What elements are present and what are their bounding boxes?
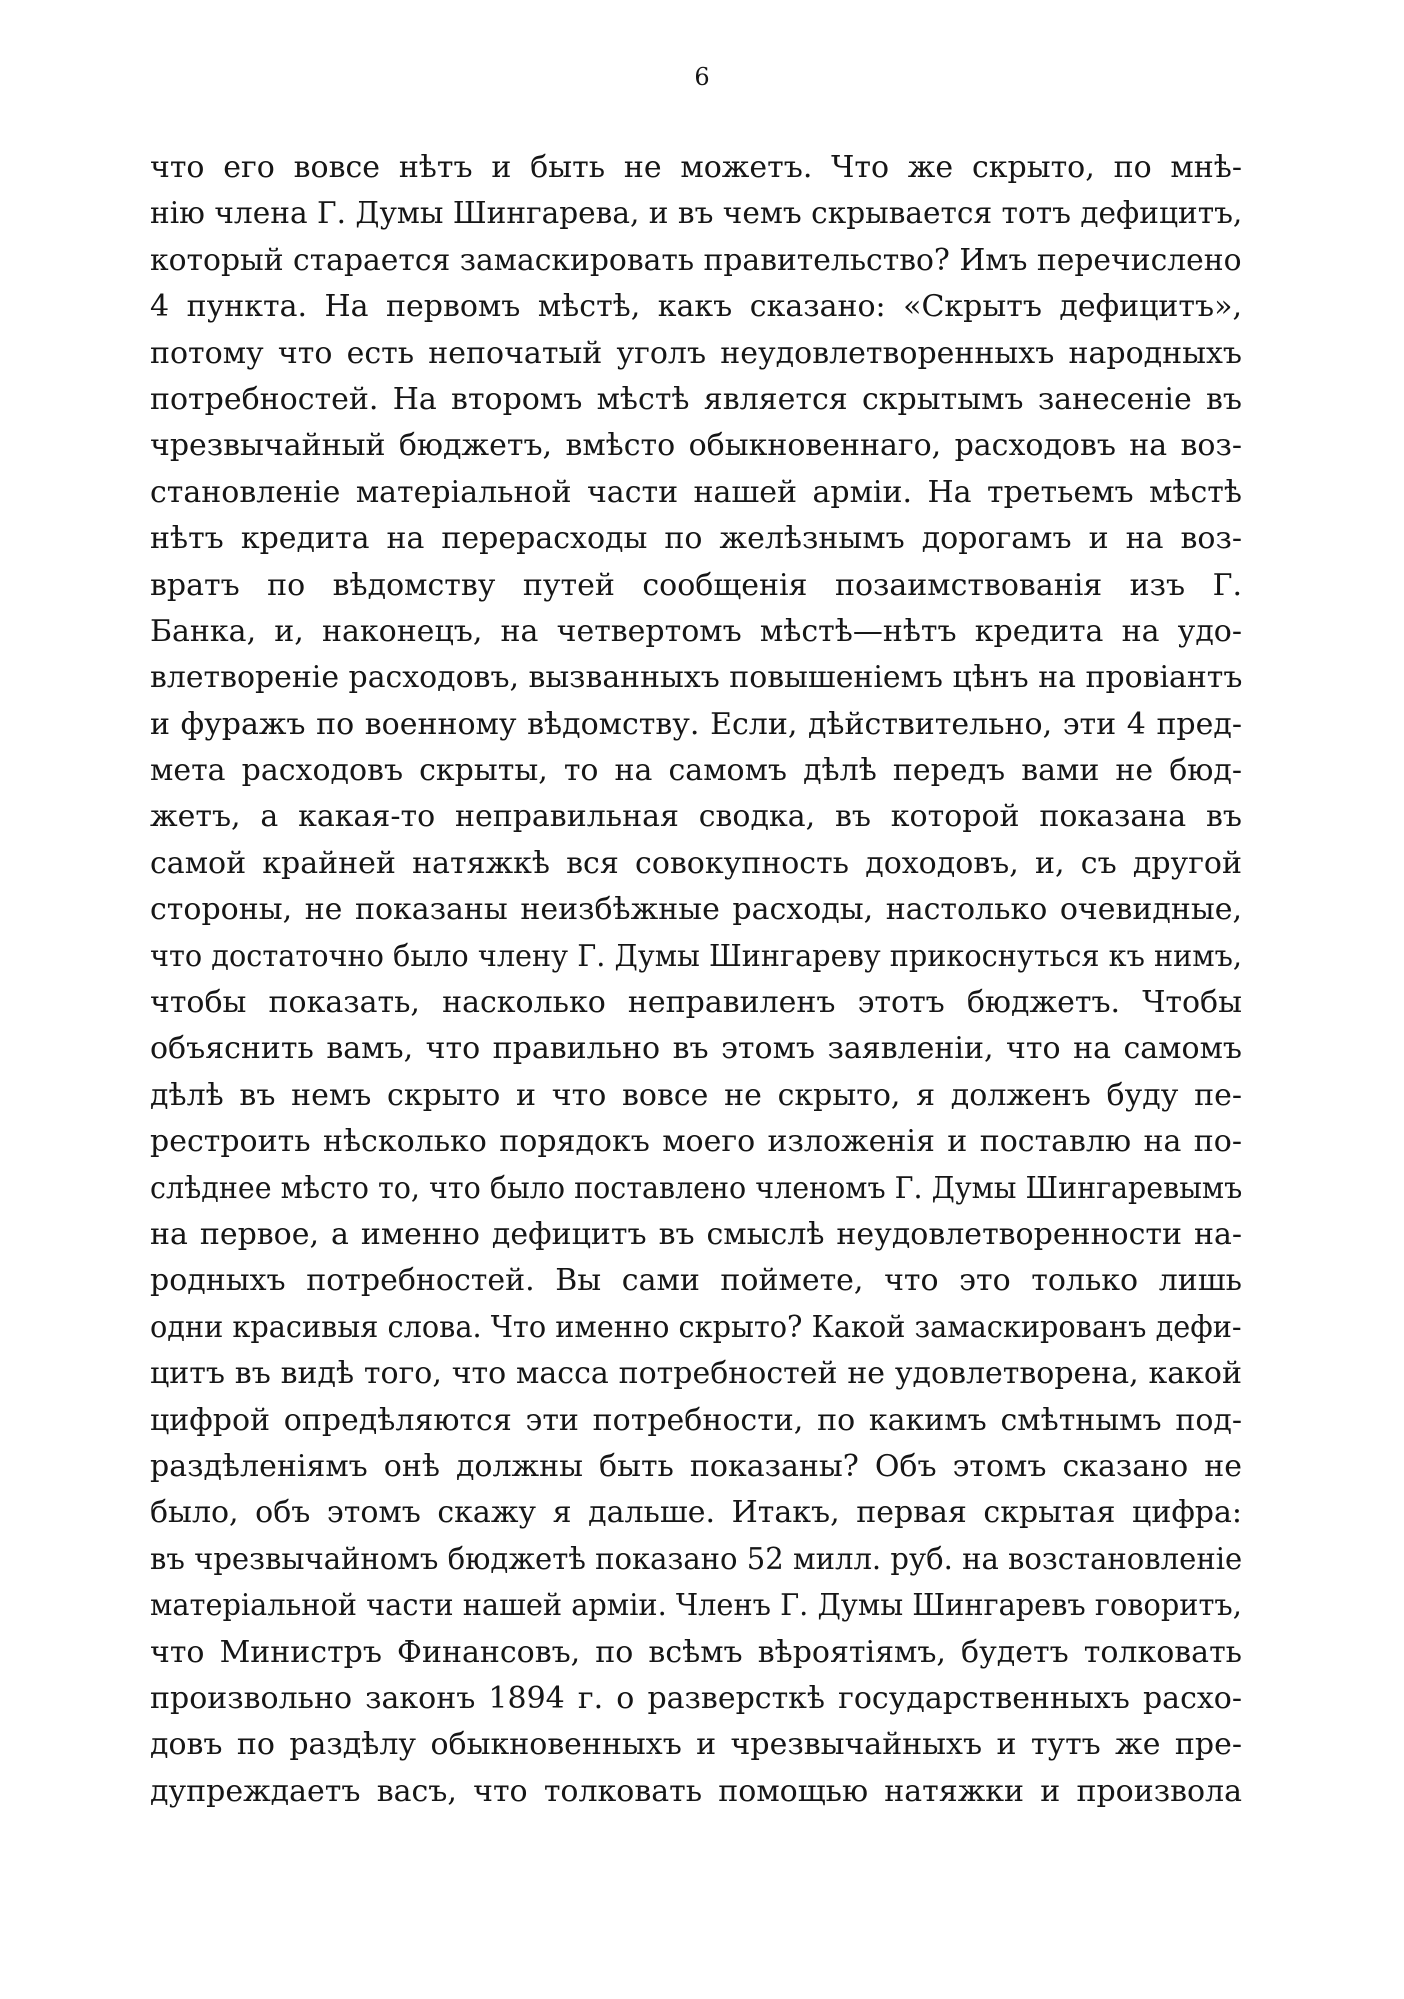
text-line: цифрой опредѣляются эти потребности, по какимъ смѣтнымъ под- (150, 1402, 1242, 1438)
text-line: становленіе матеріальной части нашей арміи. На третьемъ мѣстѣ (150, 474, 1242, 510)
text-line: потребностей. На второмъ мѣстѣ является скрытымъ занесеніе въ (150, 381, 1242, 417)
text-line: произвольно законъ 1894 г. о разверсткѣ государственныхъ расхо- (150, 1680, 1242, 1716)
text-line: потому что есть непочатый уголъ неудовлетворенныхъ народныхъ (150, 335, 1242, 371)
text-line: довъ по раздѣлу обыкновенныхъ и чрезвычайныхъ и тутъ же пре- (150, 1727, 1242, 1763)
text-line: мета расходовъ скрыты, то на самомъ дѣлѣ передъ вами не бюд- (150, 753, 1242, 789)
text-line: что достаточно было члену Г. Думы Шингареву прикоснуться къ нимъ, (150, 938, 1242, 974)
text-line: родныхъ потребностей. Вы сами поймете, что это только лишь (150, 1263, 1242, 1299)
text-line: что Министръ Финансовъ, по всѣмъ вѣроятіямъ, будетъ толковать (150, 1634, 1242, 1670)
text-line: матеріальной части нашей арміи. Членъ Г. Думы Шингаревъ говоритъ, (150, 1588, 1242, 1624)
text-line: и фуражъ по военному вѣдомству. Если, дѣйствительно, эти 4 пред- (150, 706, 1242, 742)
text-line: нѣтъ кредита на перерасходы по желѣзнымъ дорогамъ и на воз- (150, 521, 1242, 557)
text-line: одни красивыя слова. Что именно скрыто? Какой замаскированъ дефи- (150, 1309, 1242, 1345)
text-line: рестроить нѣсколько порядокъ моего изложенія и поставлю на по- (150, 1124, 1242, 1160)
text-line: чрезвычайный бюджетъ, вмѣсто обыкновеннаго, расходовъ на воз- (150, 428, 1242, 464)
text-line: нію члена Г. Думы Шингарева, и въ чемъ скрывается тотъ дефицитъ, (150, 196, 1243, 232)
text-line: Банка, и, наконецъ, на четвертомъ мѣстѣ—нѣтъ кредита на удо- (150, 613, 1242, 649)
body-text (150, 145, 1242, 1815)
text-line: дѣлѣ въ немъ скрыто и что вовсе не скрыто, я долженъ буду пе- (150, 1077, 1242, 1113)
text-line: стороны, не показаны неизбѣжные расходы, настолько очевидные, (150, 892, 1242, 928)
text-line: объяснить вамъ, что правильно въ этомъ заявленіи, что на самомъ (150, 1031, 1242, 1067)
text-line: на первое, а именно дефицитъ въ смыслѣ неудовлетворенности на- (150, 1216, 1242, 1252)
page-number: 6 (694, 63, 710, 91)
text-line: было, объ этомъ скажу я дальше. Итакъ, первая скрытая цифра: (150, 1495, 1242, 1531)
text-line: который старается замаскировать правительство? Имъ перечислено (150, 242, 1242, 278)
text-line: вратъ по вѣдомству путей сообщенія позаимствованія изъ Г. (150, 567, 1242, 603)
text-line: въ чрезвычайномъ бюджетѣ показано 52 милл. руб. на возстановленіе (150, 1541, 1243, 1577)
text-line: слѣднее мѣсто то, что было поставлено членомъ Г. Думы Шингаревымъ (150, 1170, 1243, 1206)
text-line: 4 пункта. На первомъ мѣстѣ, какъ сказано: «Скрытъ дефицитъ», (150, 289, 1242, 325)
text-line: что его вовсе нѣтъ и быть не можетъ. Что же скрыто, по мнѣ- (150, 150, 1242, 185)
text-line: дупреждаетъ васъ, что толковать помощью натяжки и произвола (150, 1773, 1242, 1809)
text-line: жетъ, а какая-то неправильная сводка, въ которой показана въ (150, 799, 1242, 835)
text-line: чтобы показать, насколько неправиленъ этотъ бюджетъ. Чтобы (150, 985, 1242, 1021)
text-line: цитъ въ видѣ того, что масса потребностей не удовлетворена, какой (150, 1356, 1242, 1392)
text-line: самой крайней натяжкѣ вся совокупность доходовъ, и, съ другой (150, 845, 1242, 881)
text-line: влетвореніе расходовъ, вызванныхъ повышеніемъ цѣнъ на провіантъ (150, 660, 1243, 696)
text-line: раздѣленіямъ онѣ должны быть показаны? Объ этомъ сказано не (150, 1448, 1242, 1484)
